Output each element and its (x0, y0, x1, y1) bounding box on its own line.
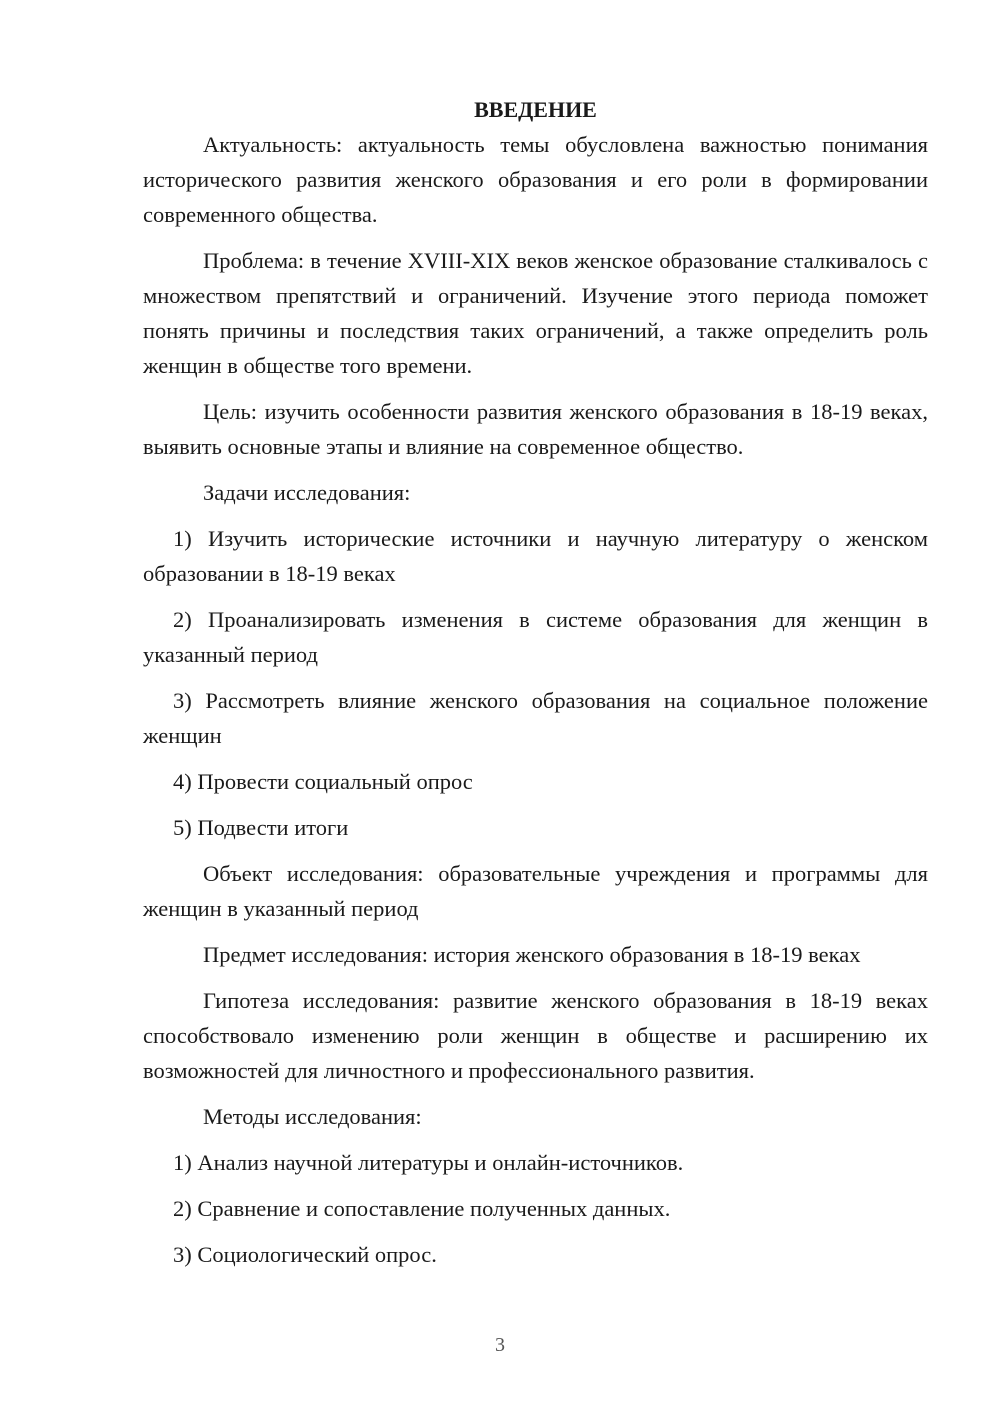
task-item-3: 3) Рассмотреть влияние женского образования на социальное положение женщин (143, 688, 928, 748)
paragraph-tasks-heading: Задачи исследования: (203, 480, 411, 505)
task-item-5: 5) Подвести итоги (173, 815, 349, 840)
paragraph-methods-heading: Методы исследования: (203, 1104, 422, 1129)
paragraph-subject: Предмет исследования: история женского образования в 18-19 веках (203, 942, 861, 967)
task-item-1: 1) Изучить исторические источники и научную литературу о женском образовании в 18-19 веках (143, 526, 928, 586)
paragraph-problem: Проблема: в течение XVIII-XIX веков женское образование сталкивалось с множеством препятствий и ограничений. Изучение этого периода поможет понять причины и последствия таких ограничений, а также определить роль женщин в обществе того времени. (143, 248, 928, 378)
section-title: ВВЕДЕНИЕ (474, 97, 597, 122)
task-item-2: 2) Проанализировать изменения в системе образования для женщин в указанный период (143, 607, 928, 667)
task-item-4: 4) Провести социальный опрос (173, 769, 473, 794)
method-item-1: 1) Анализ научной литературы и онлайн-источников. (173, 1150, 684, 1175)
page-number: 3 (495, 1334, 505, 1356)
paragraph-object: Объект исследования: образовательные учреждения и программы для женщин в указанный период (143, 861, 928, 921)
paragraph-goal: Цель: изучить особенности развития женского образования в 18-19 веках, выявить основные этапы и влияние на современное общество. (143, 399, 928, 459)
method-item-3: 3) Социологический опрос. (173, 1242, 437, 1267)
method-item-2: 2) Сравнение и сопоставление полученных данных. (173, 1196, 671, 1221)
paragraph-hypothesis: Гипотеза исследования: развитие женского образования в 18-19 веках способствовало изменению роли женщин в обществе и расширению их возможностей для личностного и профессионального развития. (143, 988, 928, 1083)
paragraph-relevance: Актуальность: актуальность темы обусловлена важностью понимания исторического развития женского образования и его роли в формировании современного общества. (143, 132, 928, 227)
